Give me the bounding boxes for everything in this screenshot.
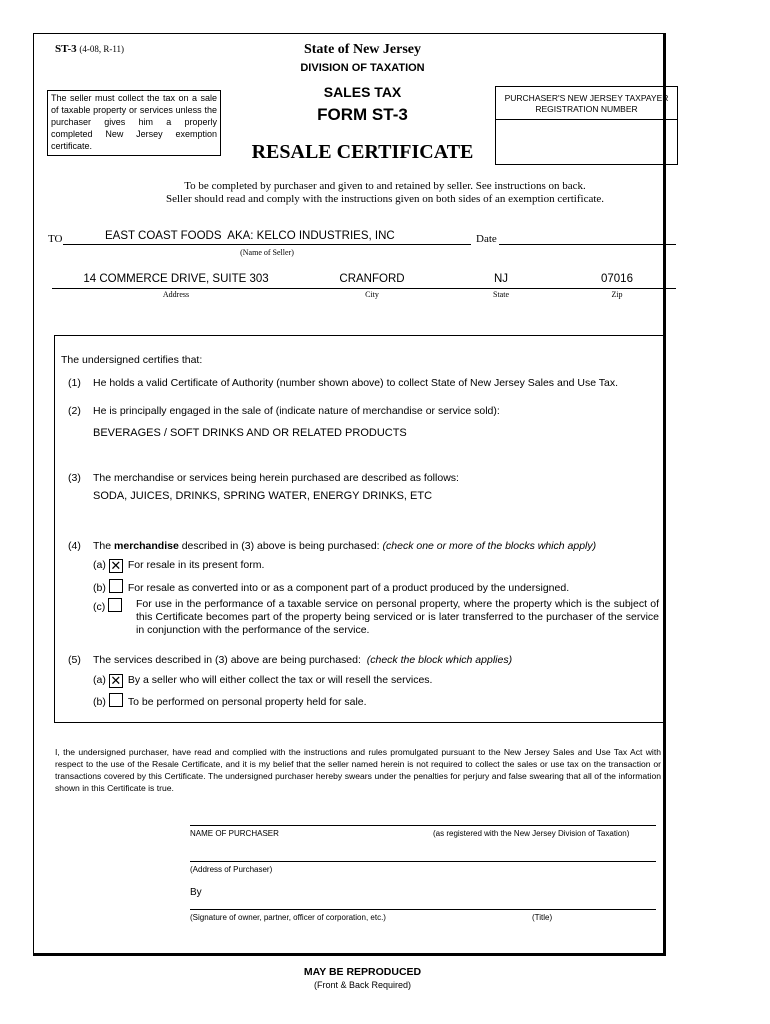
item-4c-label: (c) (93, 601, 106, 613)
by-label: By (190, 887, 202, 898)
form-code: ST-3 (55, 43, 77, 55)
form-revision: (4-08, R-11) (79, 44, 125, 54)
seller-name-caption: (Name of Seller) (240, 248, 294, 257)
item-5a (93, 674, 432, 688)
purchaser-address-label: (Address of Purchaser) (190, 865, 273, 874)
city-caption: City (365, 290, 379, 299)
item-4c-label-row (93, 598, 127, 613)
declaration-text: I, the undersigned purchaser, have read and complied with the instructions and rules promulgated pursuant to the New Jersey Sales and Use Tax Act with respect to the use of the Resale Certificate, and it is my belief that the seller named herein is not required to collect the sales or use tax on the transaction or transactions covered by this Certificate. The undersigned purchaser hereby swears under the penalties for perjury and false swearing that all of the information shown in this Certificate is true. (55, 747, 661, 793)
item-2-text: He is principally engaged in the sale of (indicate nature of merchandise or service sold): (93, 405, 500, 417)
item-1-text: He holds a valid Certificate of Authority (number shown above) to collect State of New Jersey Sales and Use Tax. (93, 377, 619, 389)
to-label: TO (48, 233, 63, 245)
form-name: FORM ST-3 (317, 105, 408, 124)
item-4b (93, 579, 569, 594)
item-4a-checkbox[interactable]: ✕ (110, 558, 122, 573)
intro-line-2: Seller should read and comply with the instructions given on both sides of an exemption certificate. (165, 193, 605, 205)
item-5b-label: (b) (93, 696, 106, 708)
item-5-text (93, 654, 661, 666)
certifies-intro: The undersigned certifies that: (61, 354, 203, 366)
item-5a-label: (a) (93, 674, 106, 686)
item-2-number: (2) (68, 405, 81, 417)
title-label: (Title) (532, 913, 553, 922)
item-5-main: The services described in (3) above are being purchased: (93, 654, 361, 666)
seller-notice-box: The seller must collect the tax on a sale of taxable property or services unless the purchaser gives him a properly completed New Jersey exemption certificate. (47, 90, 221, 156)
certificate-title: RESALE CERTIFICATE (251, 141, 474, 163)
registered-note: (as registered with the New Jersey Division of Taxation) (433, 829, 630, 838)
date-field[interactable] (499, 244, 676, 245)
item-4-pre: The (93, 540, 112, 552)
registration-number-box[interactable] (495, 86, 678, 165)
intro-line-1: To be completed by purchaser and given to and retained by seller. See instructions on back. (184, 180, 586, 192)
item-4-mid: described in (3) above is being purchased: (181, 540, 380, 552)
item-5b-checkbox[interactable] (109, 693, 123, 707)
purchaser-name-label: NAME OF PURCHASER (190, 829, 279, 838)
seller-zip[interactable]: 07016 (601, 273, 633, 285)
item-5a-checkbox[interactable]: ✕ (110, 673, 122, 688)
item-1-number: (1) (68, 377, 81, 389)
item-4a-label: (a) (93, 559, 106, 571)
signature-field[interactable] (190, 909, 656, 910)
item-3-number: (3) (68, 472, 81, 484)
seller-address[interactable]: 14 COMMERCE DRIVE, SUITE 303 (83, 273, 269, 285)
front-back-note: (Front & Back Required) (313, 980, 412, 990)
item-4-merchandise: merchandise (114, 540, 179, 552)
signature-label: (Signature of owner, partner, officer of corporation, etc.) (190, 913, 386, 922)
item-4b-text: For resale as converted into or as a component part of a product produced by the undersigned. (127, 582, 570, 594)
zip-caption: Zip (611, 290, 623, 299)
seller-city[interactable]: CRANFORD (339, 273, 405, 285)
item-4a-text: For resale in its present form. (127, 559, 265, 571)
registration-number-label: PURCHASER'S NEW JERSEY TAXPAYER REGISTRATION NUMBER (496, 87, 677, 120)
item-3-answer[interactable]: SODA, JUICES, DRINKS, SPRING WATER, ENERGY DRINKS, ETC (93, 490, 433, 502)
item-4b-checkbox[interactable] (109, 579, 123, 593)
item-5b-text: To be performed on personal property held for sale. (127, 696, 367, 708)
state-name: State of New Jersey (303, 42, 421, 57)
sales-tax-label: SALES TAX (323, 84, 402, 100)
address-caption: Address (162, 290, 190, 299)
seller-state[interactable]: NJ (493, 273, 509, 285)
item-4c-text: For use in the performance of a taxable service on personal property, where the property which is the subject of this Certificate becomes part of the property being serviced or is later transferred to the purchaser of the service in conjunction with the performance of the service. (136, 598, 659, 636)
item-4b-label: (b) (93, 582, 106, 594)
purchaser-name-field[interactable] (190, 825, 656, 826)
item-2-answer[interactable]: BEVERAGES / SOFT DRINKS AND OR RELATED PRODUCTS (93, 427, 407, 439)
state-caption: State (493, 290, 509, 299)
item-4-number: (4) (68, 540, 81, 552)
item-4a (93, 559, 264, 573)
item-4-text (93, 540, 661, 552)
item-4c-checkbox[interactable] (108, 598, 122, 612)
seller-name[interactable]: EAST COAST FOODS AKA: KELCO INDUSTRIES, INC (105, 230, 395, 242)
item-5b (93, 693, 367, 708)
item-5a-text: By a seller who will either collect the tax or will resell the services. (127, 674, 433, 686)
division-name: DIVISION OF TAXATION (300, 62, 425, 74)
item-5-number: (5) (68, 654, 81, 666)
purchaser-address-field[interactable] (190, 861, 656, 862)
item-5-instruction: (check the block which applies) (366, 654, 513, 666)
item-4-instruction: (check one or more of the blocks which apply) (382, 540, 597, 552)
date-label: Date (476, 233, 497, 245)
item-3-text: The merchandise or services being herein purchased are described as follows: (93, 472, 459, 484)
reproduce-note: MAY BE REPRODUCED (303, 966, 422, 978)
form-code-line (55, 43, 124, 55)
